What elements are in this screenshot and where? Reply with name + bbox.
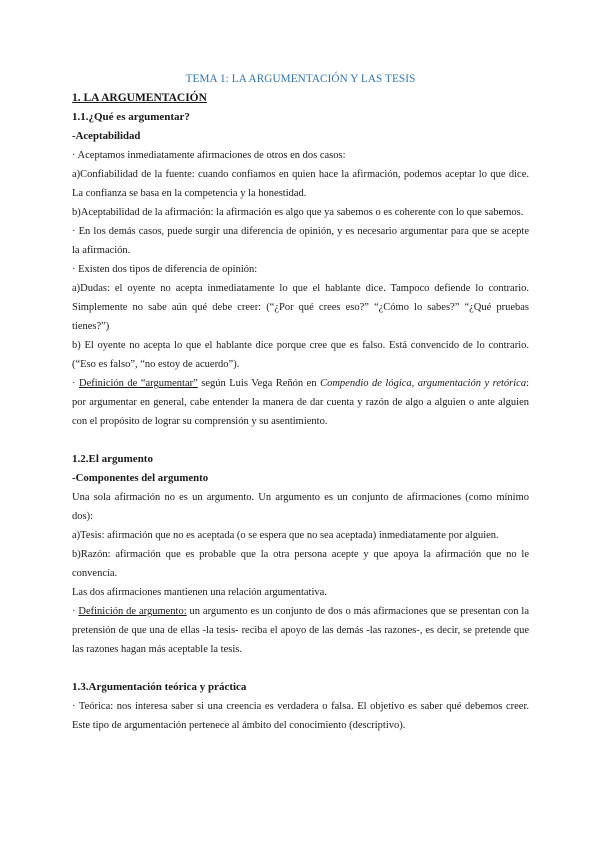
paragraph: Una sola afirmación no es un argumento. Un argumento es un conjunto de afirmaciones (como mínimo dos): — [72, 492, 529, 522]
spacer — [72, 431, 529, 450]
section-1-heading: 1. LA ARGUMENTACIÓN — [72, 92, 207, 104]
componentes-heading: -Componentes del argumento — [72, 472, 209, 484]
paragraph: · Teórica: nos interesa saber si una creencia es verdadera o falsa. El objetivo es saber qué debemos creer. Este tipo de argumentación pertenece al ámbito del conocimiento (descriptivo). — [72, 701, 529, 731]
text-span: un argumento es un conjunto de dos o más afirmaciones que se presentan con la pretensión de que una de ellas -la tesis- reciba el apoyo de las demás -las razones-, es decir, se pretende que las razones hagan más aceptable la tesis. — [72, 606, 529, 655]
aceptabilidad-heading: -Aceptabilidad — [72, 130, 141, 142]
definition-argumento-paragraph — [72, 602, 529, 659]
spacer — [72, 659, 529, 678]
paragraph: b)Aceptabilidad de la afirmación: la afirmación es algo que ya sabemos o es coherente con lo que sabemos. — [72, 207, 524, 218]
paragraph: · En los demás casos, puede surgir una diferencia de opinión, y es necesario argumentar para que se acepte la afirmación. — [72, 226, 529, 256]
paragraph: a)Dudas: el oyente no acepta inmediatamente lo que el hablante dice. Tampoco defiende lo contrario. Simplemente no sabe aún qué debe creer: (“¿Por qué crees eso?” “¿Cómo lo sabes?” “¿Qué pruebas tienes?”) — [72, 283, 529, 332]
paragraph: a)Tesis: afirmación que no es aceptada (o se espera que no sea aceptada) inmediatamente por alguien. — [72, 530, 499, 541]
definition-argumentar-paragraph — [72, 374, 529, 431]
subsection-1-2-heading: 1.2.El argumento — [72, 453, 153, 465]
document-title: TEMA 1: LA ARGUMENTACIÓN Y LAS TESIS — [185, 73, 416, 85]
bullet: · — [72, 378, 79, 389]
paragraph: Las dos afirmaciones mantienen una relación argumentativa. — [72, 587, 327, 598]
paragraph: a)Confiabilidad de la fuente: cuando confiamos en quien hace la afirmación, podemos aceptar lo que dice. La confianza se basa en la competencia y la honestidad. — [72, 169, 529, 199]
book-title: Compendio de lógica, argumentación y retórica — [320, 378, 527, 389]
bullet: · — [72, 606, 79, 617]
document-page — [72, 70, 529, 735]
paragraph: · Existen dos tipos de diferencia de opinión: — [72, 264, 258, 275]
paragraph: b)Razón: afirmación que es probable que la otra persona acepte y que apoya la afirmación que no le convencía. — [72, 549, 529, 579]
text-span: según Luis Vega Reñón en — [197, 378, 321, 389]
subsection-1-3-heading: 1.3.Argumentación teórica y práctica — [72, 681, 247, 693]
definition-term: Definición de argumento: — [78, 606, 187, 617]
paragraph: b) El oyente no acepta lo que el hablante dice porque cree que es falso. Está convencido de lo contrario. (“Eso es falso”, “no estoy de acuerdo”). — [72, 340, 529, 370]
subsection-1-1-heading: 1.1.¿Qué es argumentar? — [72, 111, 190, 123]
paragraph: · Aceptamos inmediatamente afirmaciones de otros en dos casos: — [72, 150, 346, 161]
text-span: : por argumentar en general, cabe entender la manera de dar cuenta y razón de algo a alguien o ante alguien con el propósito de lograr su comprensión y su asentimiento. — [72, 378, 529, 427]
definition-term: Definición de “argumentar” — [79, 378, 198, 389]
